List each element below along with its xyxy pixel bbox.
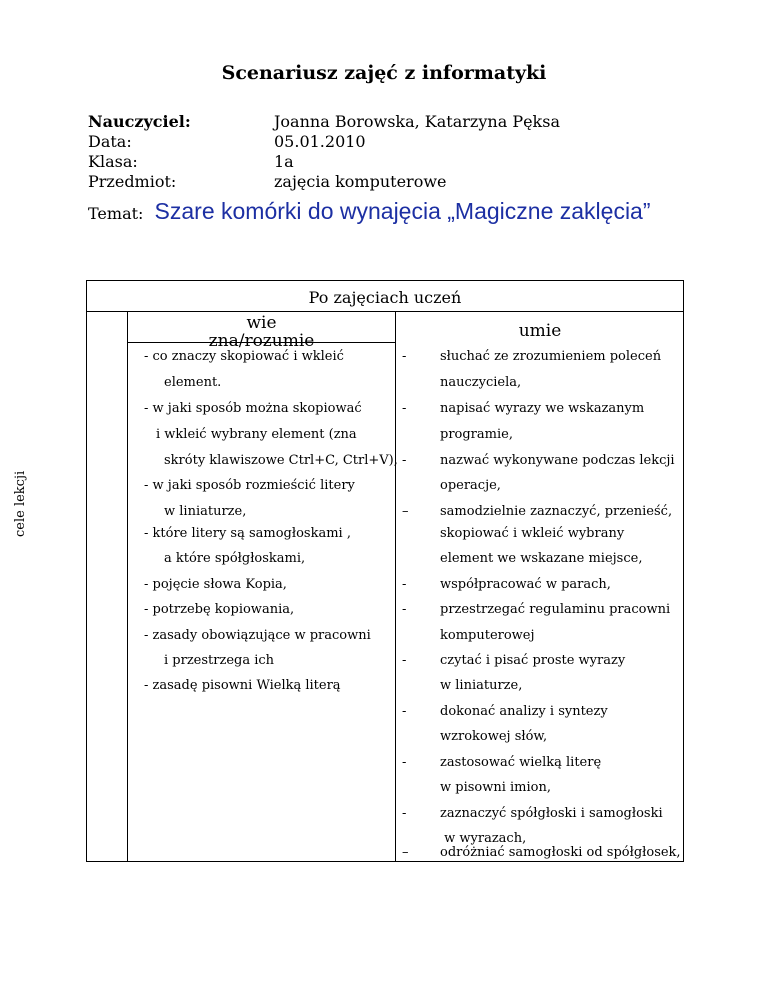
topic-text: Szare komórki do wynajęcia „Magiczne zaklęcia” (154, 198, 651, 224)
knows-column-header (128, 314, 395, 350)
right-line: element we wskazane miejsce, (440, 551, 643, 566)
left-line: a które spółgłoskami, (164, 551, 306, 566)
right-line: komputerowej (440, 628, 535, 643)
right-line: operacje, (440, 478, 501, 493)
right-line: samodzielnie zaznaczyć, przenieść, (440, 504, 673, 519)
lesson-goals-table (86, 280, 684, 862)
date-label: Data: (88, 132, 132, 151)
right-dash: - (402, 653, 407, 668)
right-line: w pisowni imion, (440, 780, 552, 795)
right-line: programie, (440, 427, 513, 442)
left-line: - pojęcie słowa Kopia, (144, 577, 287, 592)
left-line: i wkleić wybrany element (zna (156, 427, 357, 442)
class-value: 1a (274, 152, 294, 171)
middle-column-divider (395, 311, 396, 862)
right-line: skopiować i wkleić wybrany (440, 526, 625, 541)
right-line: dokonać analizy i syntezy (440, 704, 608, 719)
right-dash: – (402, 504, 409, 519)
right-dash: - (402, 349, 407, 364)
lesson-topic (88, 198, 651, 225)
right-line: wzrokowej słów, (440, 729, 548, 744)
left-line: - w jaki sposób rozmieścić litery (144, 478, 355, 493)
knows-header-line2: zna/rozumie (208, 331, 315, 351)
topic-label: Temat: (88, 204, 144, 223)
right-line: słuchać ze zrozumieniem poleceń (440, 349, 662, 364)
right-line: napisać wyrazy we wskazanym (440, 401, 645, 416)
left-line: - w jaki sposób można skopiować (144, 401, 362, 416)
right-dash: – (402, 845, 409, 860)
class-label: Klasa: (88, 152, 138, 171)
right-dash: - (402, 401, 407, 416)
right-line: zastosować wielką literę (440, 755, 602, 770)
knows-header-line1: wie (246, 313, 277, 333)
teacher-label: Nauczyciel: (88, 112, 191, 131)
right-line: nauczyciela, (440, 375, 522, 390)
right-dash: - (402, 806, 407, 821)
teacher-value: Joanna Borowska, Katarzyna Pęksa (274, 112, 560, 131)
right-line: w wyrazach, (440, 831, 527, 846)
subject-value: zajęcia komputerowe (274, 172, 447, 191)
table-header: Po zajęciach uczeń (308, 288, 462, 307)
date-row (88, 132, 560, 152)
left-line: - które litery są samogłoskami , (144, 526, 351, 541)
lesson-metadata (88, 112, 560, 192)
right-dash: - (402, 704, 407, 719)
right-line: współpracować w parach, (440, 577, 611, 592)
right-line: zaznaczyć spółgłoski i samogłoski (440, 806, 663, 821)
left-line: - zasadę pisowni Wielką literą (144, 678, 341, 693)
document-title: Scenariusz zajęć z informatyki (221, 62, 547, 84)
class-row (88, 152, 560, 172)
left-line: i przestrzega ich (164, 653, 275, 668)
side-column-divider (127, 311, 128, 862)
right-line: czytać i pisać proste wyrazy (440, 653, 626, 668)
left-line: skróty klawiszowe Ctrl+C, Ctrl+V), (164, 453, 398, 468)
side-label: cele lekcji (13, 470, 28, 537)
right-dash: - (402, 577, 407, 592)
right-dash: - (402, 602, 407, 617)
left-line: w liniaturze, (164, 504, 247, 519)
right-line: w liniaturze, (440, 678, 523, 693)
left-line: - zasady obowiązujące w pracowni (144, 628, 371, 643)
header-divider (86, 311, 684, 312)
subject-row (88, 172, 560, 192)
date-value: 05.01.2010 (274, 132, 366, 151)
can-column-header: umie (518, 321, 562, 341)
right-dash: - (402, 755, 407, 770)
right-line: odróżniać samogłoski od spółgłosek, (440, 845, 681, 860)
right-dash: - (402, 453, 407, 468)
left-line: - potrzebę kopiowania, (144, 602, 295, 617)
right-line: nazwać wykonywane podczas lekcji (440, 453, 675, 468)
right-line: przestrzegać regulaminu pracowni (440, 602, 671, 617)
subject-label: Przedmiot: (88, 172, 177, 191)
left-line: element. (164, 375, 222, 390)
teacher-row (88, 112, 560, 132)
left-line: - co znaczy skopiować i wkleić (144, 349, 344, 364)
